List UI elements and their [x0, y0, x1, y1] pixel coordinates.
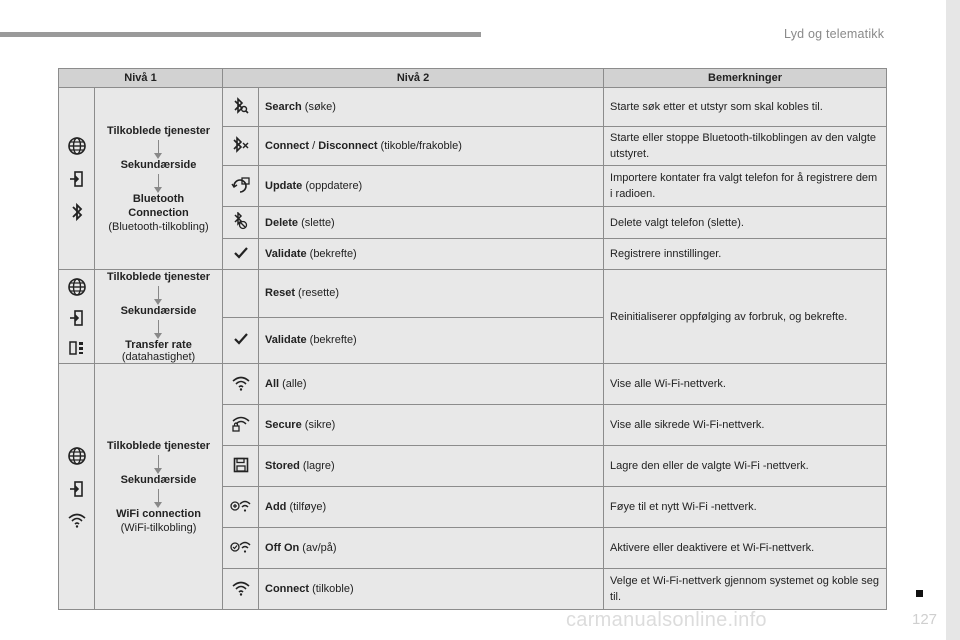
login-icon	[69, 170, 85, 188]
remark-cell: Starte eller stoppe Bluetooth-tilkoblingen av den valgte utstyret.	[604, 127, 887, 166]
function-name: All	[265, 378, 280, 390]
function-cell	[259, 569, 604, 610]
function-cell	[259, 405, 604, 446]
remark-cell: Føye til et nytt Wi-Fi -nettverk.	[604, 487, 887, 528]
globe-icon	[67, 136, 87, 156]
function-translation: (oppdatere)	[302, 180, 363, 192]
function-translation: (av/på)	[299, 542, 337, 554]
remark-cell: Lagre den eller de valgte Wi-Fi -nettverk.	[604, 446, 887, 487]
down-arrow-icon	[158, 455, 159, 469]
function-translation: (alle)	[279, 378, 307, 390]
bluetooth-search-icon	[233, 97, 249, 115]
flow-step-note: (datahastighet)	[121, 351, 196, 363]
row-icon-cell	[223, 405, 259, 446]
function-name: Update	[265, 180, 303, 192]
bluetooth-connect-icon	[232, 136, 250, 154]
watermark: carmanualsonline.info	[566, 609, 767, 631]
globe-icon	[67, 446, 87, 466]
row-icon-cell	[223, 569, 259, 610]
settings-table	[58, 68, 887, 610]
down-arrow-icon	[158, 174, 159, 188]
down-arrow-icon	[158, 320, 159, 334]
wifi-icon	[67, 512, 87, 528]
function-translation: (resette)	[294, 287, 339, 300]
flow-step-note: (WiFi-tilkobling)	[120, 521, 197, 534]
table-row	[59, 364, 887, 405]
flow-step: Transfer rate	[125, 339, 192, 351]
wifi-add-icon	[230, 498, 252, 514]
function-cell	[259, 207, 604, 239]
page-edge-stripe	[946, 0, 960, 640]
down-arrow-icon	[158, 489, 159, 503]
top-rule	[0, 32, 481, 37]
remark-cell: Registrere innstillinger.	[604, 239, 887, 270]
function-translation: (tikoble/frakoble)	[377, 140, 462, 152]
remark-cell: Vise alle Wi-Fi-nettverk.	[604, 364, 887, 405]
header-remarks: Bemerkninger	[604, 69, 887, 88]
bluetooth-icon	[70, 202, 84, 222]
header-level2: Nivå 2	[223, 69, 604, 88]
header-level1: Nivå 1	[59, 69, 223, 88]
remark-cell: Reinitialiserer oppfølging av forbruk, og bekrefte.	[604, 270, 887, 364]
remark-cell: Starte søk etter et utstyr som skal kobles til.	[604, 88, 887, 127]
function-name: Connect	[265, 140, 310, 152]
function-name: Connect	[265, 583, 310, 595]
function-translation: (slette)	[298, 216, 335, 229]
function-cell	[259, 364, 604, 405]
function-cell	[259, 166, 604, 207]
globe-icon	[67, 277, 87, 297]
function-name: Stored	[265, 460, 300, 472]
function-cell	[259, 317, 604, 363]
delete-icon	[233, 212, 249, 230]
row-icon-cell	[223, 239, 259, 270]
function-cell	[259, 528, 604, 569]
row-icon-cell	[223, 446, 259, 487]
flow-step: Bluetooth Connection	[128, 192, 189, 219]
function-name: Off On	[265, 542, 300, 554]
remark-cell: Delete valgt telefon (slette).	[604, 207, 887, 239]
function-cell	[259, 446, 604, 487]
function-cell	[259, 88, 604, 127]
function-translation: (bekrefte)	[306, 248, 357, 260]
flow-step: Sekundærside	[120, 158, 197, 171]
down-arrow-icon	[158, 140, 159, 154]
login-icon	[69, 309, 85, 327]
function-name: Reset	[265, 287, 295, 300]
function-translation: (bekrefte)	[306, 334, 357, 347]
row-icon-cell	[223, 487, 259, 528]
level1-icons-cell	[59, 270, 95, 364]
remark-cell: Importere kontater fra valgt telefon for å registrere dem i radioen.	[604, 166, 887, 207]
row-icon-cell	[223, 270, 259, 318]
remark-cell: Velge et Wi-Fi-nettverk gjennom systemet og koble seg til.	[604, 569, 887, 610]
function-translation: (søke)	[301, 101, 336, 113]
level1-icons-cell	[59, 88, 95, 270]
flow-step: WiFi connection	[116, 507, 201, 520]
page-number: 127	[912, 611, 938, 628]
data-usage-icon	[68, 339, 86, 357]
row-icon-cell	[223, 88, 259, 127]
row-icon-cell	[223, 364, 259, 405]
level1-flow-cell	[95, 88, 223, 270]
table-row	[59, 270, 887, 318]
flow-step: Tilkoblede tjenester	[106, 439, 211, 452]
function-name: Delete	[265, 216, 299, 229]
flow-step-note: (Bluetooth-tilkobling)	[108, 220, 209, 233]
flow-step: Tilkoblede tjenester	[106, 271, 211, 283]
function-name: Secure	[265, 419, 302, 431]
function-name: Add	[265, 501, 287, 513]
function-name-secondary: Disconnect	[318, 140, 378, 152]
function-translation: (sikre)	[301, 419, 336, 431]
function-name: Validate	[265, 248, 307, 260]
function-name: Search	[265, 101, 302, 113]
update-icon	[231, 176, 251, 194]
bullet-marker	[916, 590, 923, 597]
function-translation: (lagre)	[299, 460, 335, 472]
level1-flow-cell	[95, 364, 223, 610]
function-cell	[259, 239, 604, 270]
level1-flow-cell	[95, 270, 223, 364]
function-translation: (tilføye)	[286, 501, 327, 513]
flow-step: Tilkoblede tjenester	[106, 124, 211, 137]
remark-cell: Vise alle sikrede Wi-Fi-nettverk.	[604, 405, 887, 446]
table-header-row	[59, 69, 887, 88]
wifi-icon	[231, 375, 251, 391]
wifi-icon	[231, 580, 251, 596]
flow-step: Sekundærside	[120, 305, 197, 317]
function-separator: /	[309, 140, 319, 152]
flow-step: Sekundærside	[120, 473, 197, 486]
remark-cell: Aktivere eller deaktivere et Wi-Fi-nettverk.	[604, 528, 887, 569]
wifi-lock-icon	[231, 415, 251, 433]
row-icon-cell	[223, 528, 259, 569]
wifi-toggle-icon	[230, 539, 252, 555]
down-arrow-icon	[158, 286, 159, 300]
level1-icons-cell	[59, 364, 95, 610]
function-cell	[259, 487, 604, 528]
row-icon-cell	[223, 127, 259, 166]
check-icon	[234, 333, 248, 345]
section-title: Lyd og telematikk	[784, 27, 885, 41]
function-translation: (tilkoble)	[309, 583, 354, 595]
save-icon	[233, 457, 249, 473]
function-name: Validate	[265, 334, 307, 347]
login-icon	[69, 480, 85, 498]
function-cell	[259, 127, 604, 166]
row-icon-cell	[223, 207, 259, 239]
row-icon-cell	[223, 317, 259, 363]
row-icon-cell	[223, 166, 259, 207]
function-cell	[259, 270, 604, 318]
table-row	[59, 88, 887, 127]
check-icon	[234, 247, 248, 259]
